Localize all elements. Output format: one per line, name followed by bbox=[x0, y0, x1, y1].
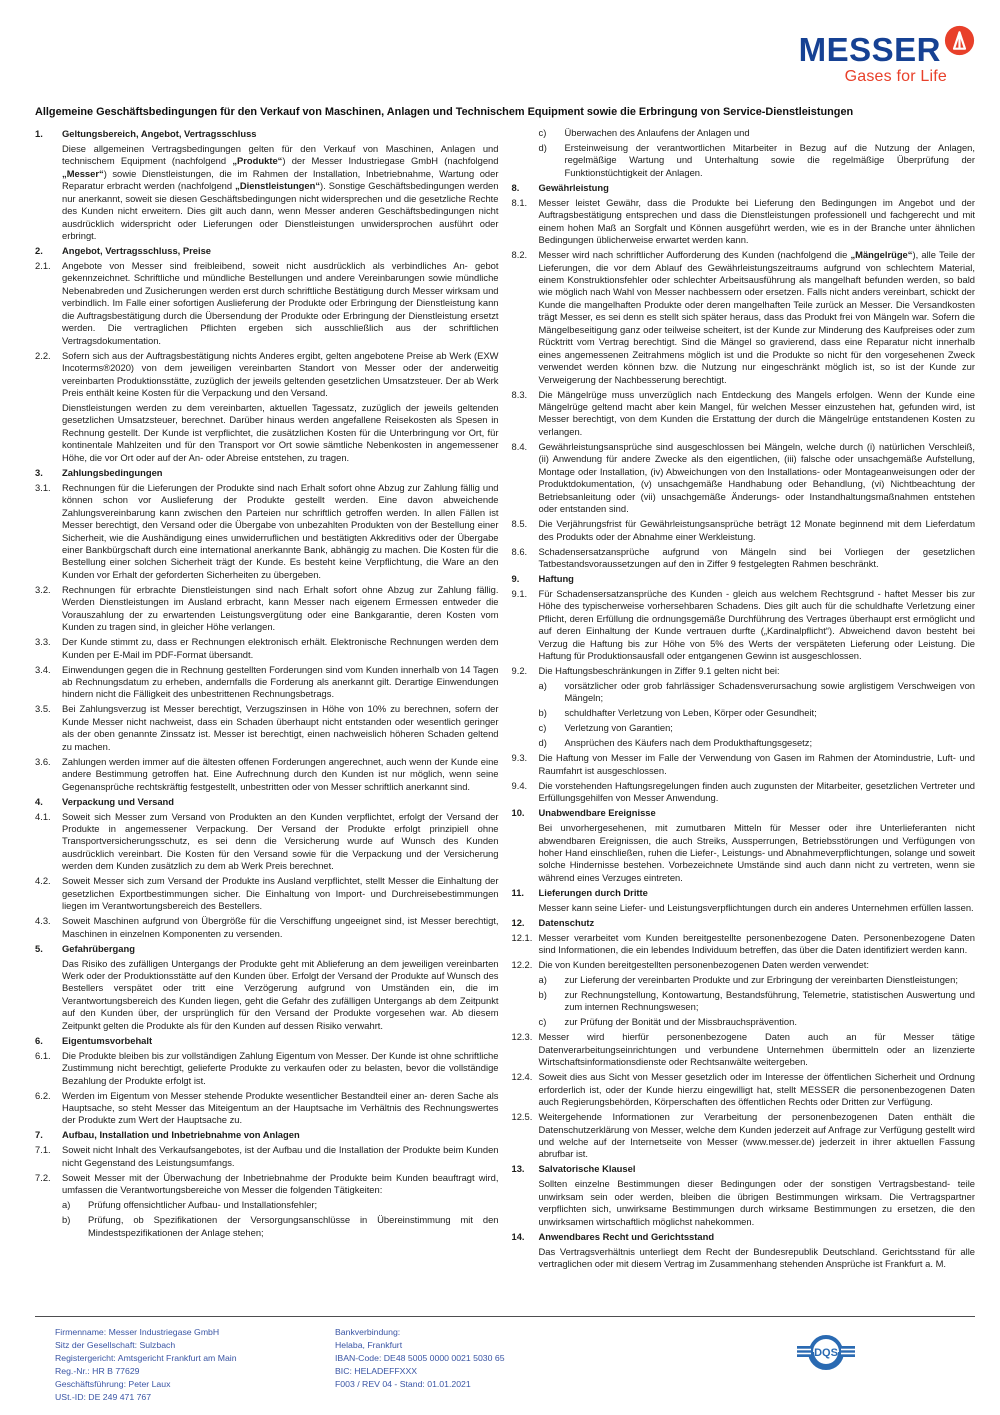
term-item bbox=[512, 932, 976, 957]
section-heading-row bbox=[35, 128, 499, 140]
company-info bbox=[55, 1326, 285, 1403]
term-item bbox=[35, 875, 499, 912]
terms-body bbox=[35, 127, 975, 1273]
term-item bbox=[512, 665, 976, 677]
item-number: 8.5. bbox=[511, 518, 528, 530]
text-run: ). Sonstige Geschäftsbedingungen werden nur anerkannt, soweit sie diesen Geschäftsbedingungen nicht widersprechen und die gesetzliche Rechte des Kunden nicht erweitern. Dies gilt auch dann, wenn Messer anderen Geschäftsbedingungen nicht ausdrücklich widerspricht oder Lieferungen oder Dienstleistungen unwidersprochen ausführt oder erbringt. bbox=[62, 180, 499, 242]
item-number: 4.2. bbox=[35, 875, 51, 887]
paragraph: zur Rechnungstellung, Kontowartung, Bestandsführung, Telemetrie, statistischen Auswertung und zum internen Rechnungswesen; bbox=[564, 989, 975, 1013]
paragraph: Soweit nicht Inhalt des Verkaufsangebotes, ist der Aufbau und die Installation der Produkte beim Kunden nicht Gegenstand des Leistungsumfangs. bbox=[62, 1144, 499, 1168]
item-number: 8.3. bbox=[511, 388, 528, 400]
item-number: 8.6. bbox=[511, 545, 528, 557]
paragraph: Die Produkte bleiben bis zur vollständigen Zahlung Eigentum von Messer. Der Kunde ist ohne schriftliche Zustimmung nicht berechtigt, gelieferte Produkte zu verkaufen oder zu belasten, bevor die vollständige Bezahlung der Produkte erfolgt ist. bbox=[62, 1049, 499, 1086]
footer-line: USt.-ID: DE 249 471 767 bbox=[55, 1391, 152, 1402]
section-heading-row bbox=[512, 887, 976, 899]
footer-line: Bankverbindung: bbox=[335, 1327, 401, 1337]
term-item bbox=[35, 703, 499, 753]
item-number: a) bbox=[538, 680, 547, 692]
item-number: 12. bbox=[511, 916, 525, 928]
item-number: 4.3. bbox=[35, 915, 51, 927]
paragraph: Werden im Eigentum von Messer stehende Produkte wesentlicher Bestandteil einer an- deren Sache als Hauptsache, so steht Messer das Miteigentum an der Hauptsache im Verhältnis des Rechnungswertes der Produkte zum Wert der Hauptsache zu. bbox=[62, 1089, 499, 1126]
term-item bbox=[62, 1214, 499, 1239]
term-item bbox=[512, 588, 976, 663]
item-number: 4. bbox=[35, 795, 43, 807]
section-heading: Eigentumsvorbehalt bbox=[62, 1034, 153, 1046]
term-item bbox=[35, 1144, 499, 1169]
item-number: b) bbox=[62, 1214, 71, 1226]
paragraph: Rechnungen für erbrachte Dienstleistungen sind nach Erhalt sofort ohne Abzug zur Zahlung fällig. Werden Dienstleistungen im Ausland erbracht, kann Messer nach eigenem Ermessen entweder die Vorauszahlung der zu erwartenden Leistungsvergütung oder eine Bankgarantie, deren Kosten vom Kunden zu tragen sind, in gleicher Höhe verlangen. bbox=[62, 583, 499, 633]
item-number: d) bbox=[538, 141, 547, 153]
defined-term: „Messer“ bbox=[62, 167, 104, 179]
footer-line: Reg.-Nr.: HR B 77629 bbox=[55, 1365, 140, 1376]
footer-line: Sitz der Gesellschaft: Sulzbach bbox=[55, 1339, 176, 1350]
item-number: 3.3. bbox=[35, 636, 51, 648]
item-number: 6.1. bbox=[35, 1049, 51, 1061]
term-item bbox=[539, 974, 976, 986]
term-item bbox=[35, 482, 499, 582]
section-heading: Anwendbares Recht und Gerichtsstand bbox=[538, 1230, 715, 1242]
paragraph: zur Prüfung der Bonität und der Missbrauchsprävention. bbox=[564, 1016, 797, 1028]
section-heading-row bbox=[512, 1163, 976, 1175]
term-item bbox=[35, 402, 499, 464]
term-item bbox=[539, 127, 976, 139]
section-heading-row bbox=[35, 796, 499, 808]
paragraph: Messer kann seine Liefer- und Leistungsverpflichtungen durch ein anderes Unternehmen erfüllen lassen. bbox=[538, 901, 974, 913]
paragraph: Die Haftung von Messer im Falle der Verwendung von Gasen im Rahmen der Atomindustrie, Luft- und Raumfahrt ist ausgeschlossen. bbox=[538, 752, 975, 776]
item-number: 12.1. bbox=[511, 931, 533, 943]
term-item bbox=[512, 518, 976, 543]
section-heading: Gewährleistung bbox=[538, 181, 609, 193]
section-heading-row bbox=[35, 245, 499, 257]
paragraph: Das Risiko des zufälligen Untergangs der Produkte geht mit Ablieferung an dem jeweiligen vereinbarten Werk oder der Produktionsstätte auf den Kunden über. Erfolgt der Versand der Produkte auf Wunsch des Bestellers verspätet oder tritt eine Verzögerung aufgrund von Umständen ein, die im Verantwortungsbereich des Kunden liegen, geht die Gefahr des zufälligen Untergangs ab dem Zeitpunkt auf den Kunden über, der ursprünglich für den Versand der Produkte vorgesehen war. Ab diesem Zeitpunkt gelten die Produkte als für den Kunden auf dessen Risiko verwahrt. bbox=[62, 957, 499, 1031]
term-item bbox=[35, 260, 499, 347]
term-item bbox=[539, 1016, 976, 1028]
term-item bbox=[512, 1178, 976, 1228]
paragraph: Das Vertragsverhältnis unterliegt dem Recht der Bundesrepublik Deutschland. Gerichtsstand für alle vertraglichen oder mit diesem Vertrag im Zusammenhang stehenden Ansprüche ist Frankfurt a. M. bbox=[538, 1245, 975, 1270]
term-item bbox=[512, 1246, 976, 1271]
text-run: Messer wird nach schriftlicher Aufforderung des Kunden (nachfolgend die bbox=[538, 249, 851, 261]
term-item bbox=[35, 1050, 499, 1087]
defined-term: „Dienstleistungen“ bbox=[235, 180, 321, 192]
paragraph: Die Haftungsbeschränkungen in Ziffer 9.1 gelten nicht bei: bbox=[538, 665, 780, 677]
paragraph: Soweit Messer sich zum Versand der Produkte ins Ausland verpflichtet, stellt Messer die Einhaltung der gesetzlichen Exportbestimmungen sicher. Die Einhaltung von Import- und Durchreisebestimmungen liegen im Verantwortungsbereich des Bestellers. bbox=[62, 875, 499, 912]
item-number: 5. bbox=[35, 942, 43, 954]
paragraph: Überwachen des Anlaufens der Anlagen und bbox=[564, 127, 750, 138]
item-number: 2. bbox=[35, 245, 43, 257]
term-item bbox=[512, 1031, 976, 1068]
term-item bbox=[35, 143, 499, 243]
item-number bbox=[512, 902, 539, 914]
item-number: 7.2. bbox=[35, 1171, 51, 1183]
paragraph: Einwendungen gegen die in Rechnung gestellten Forderungen sind vom Kunden innerhalb von 14 Tagen ab Rechnungsdatum zu erheben, andernfalls die Forderung als anerkannt gilt. Derartige Einwendungen hindern nicht die Fälligkeit des unbestrittenen Rechnungsbetrags. bbox=[62, 663, 499, 700]
brand-emblem-icon bbox=[944, 25, 975, 56]
paragraph: Die vorstehenden Haftungsregelungen finden auch zugunsten der Mitarbeiter, gesetzlichen Vertreter und Erfüllungsgehilfen von Messer Anwendung. bbox=[538, 779, 975, 804]
paragraph: Prüfung, ob Spezifikationen der Versorgungsanschlüsse in Übereinstimmung mit den Mindestspezifikationen der Anlage stehen; bbox=[88, 1214, 499, 1238]
item-number bbox=[35, 143, 62, 243]
term-item bbox=[35, 958, 499, 1033]
item-number: 2.1. bbox=[35, 260, 51, 272]
paragraph: schuldhafter Verletzung von Leben, Körper oder Gesundheit; bbox=[564, 707, 817, 719]
item-number: 2.2. bbox=[35, 349, 51, 361]
term-item bbox=[512, 1111, 976, 1161]
section-heading-row bbox=[512, 573, 976, 585]
text-run: ), alle Teile der Lieferungen, die vor dem Ablauf des Gewährleistungszeitraums aufgrund von schlechtem Material, einem Konstruktionsfehler oder schlechter Arbeitsausführung als mangelhaft befunden werden, so bald wie möglich nach Wahl von Messer nachbessern oder ersetzen. Falls nicht anders vereinbart, schickt der Kunde die mangelhaften Produkte oder deren mangelhaften Teile zurück an Messer. Die Versandkosten trägt Messer, es sei denn es stellt sich später heraus, dass das Produkt frei von Mängeln war. Sofern die Mängelbeseitigung ganz oder teilweise scheitert, ist der Kunde zur Minderung des Kaufpreises oder zum Rücktritt vom Vertrag berechtigt. Sind die Mängel so gravierend, dass eine Reparatur nicht innerhalb eines angemessenen Zeitrahmens möglich ist und die Produkte so nicht für den vorgesehenen Zweck verwendet werden können bzw. die Nutzung nur eingeschränkt möglich ist, so ist der Kunde zur Verweigerung der Nachbesserung berechtigt. bbox=[538, 249, 975, 385]
paragraph: Bei unvorhergesehenen, mit zumutbaren Mitteln für Messer oder ihre Unterlieferanten nicht abwendbaren Ereignissen, die auch Streiks, Aussperrungen, Betriebsstörungen und Verfügungen von hoher Hand einschließen, ruhen die Liefer-, Leistungs- und Abnahmeverpflichtungen, solange und soweit solche Hindernisse bestehen. Vorbezeichnete Umstände sind auch dann nicht zu vertreten, wenn sie während eines Verzuges eintreten. bbox=[538, 822, 975, 883]
term-item bbox=[512, 752, 976, 777]
paragraph: Soweit dies aus Sicht von Messer gesetzlich oder im Interesse der öffentlichen Sicherheit und Ordnung erforderlich ist, oder der Kunde hierzu eingewilligt hat, stellt MESSER die personenbezogenen Daten auch Regierungsbehörden, Körperschaften des öffentlichen Rechts oder Dritten zur Verfügung. bbox=[538, 1071, 975, 1108]
paragraph: Rechnungen für die Lieferungen der Produkte sind nach Erhalt sofort ohne Abzug zur Zahlung fällig und können schon vor Auslieferung der Produkte gestellt werden. Eine davon abweichende Zahlungsvereinbarung kann zwischen den Parteien nur schriftlich getroffen werden. In allen Fällen ist Messer berechtigt, den Versand oder die Übergabe von unbezahlten Produkten von der Bestellung einer Sicherheit, wie die Aushändigung eines unwiderruflichen und bestätigten Akkreditivs oder der Übergabe einer Bankbürgschaft durch eine international anerkannte Bank, abhängig zu machen. Die Kosten für die Bestellung einer solchen Sicherheit trägt der Kunde. Es besteht keine Verpflichtung, die Ware an den Kunden vor Erhalt der geforderten Sicherheiten zu übergeben. bbox=[62, 481, 499, 580]
term-item bbox=[35, 664, 499, 701]
item-number bbox=[35, 958, 62, 1033]
paragraph: Der Kunde stimmt zu, dass er Rechnungen elektronisch erhält. Elektronische Rechnungen werden dem Kunden per E-Mail im PDF-Format übersandt. bbox=[62, 636, 499, 660]
defined-term: „Produkte“ bbox=[232, 155, 283, 167]
term-item bbox=[512, 780, 976, 805]
term-item bbox=[62, 1199, 499, 1211]
messer-logo bbox=[799, 32, 975, 96]
term-item bbox=[539, 707, 976, 719]
logo-row bbox=[799, 32, 975, 68]
footer-line: Helaba, Frankfurt bbox=[335, 1339, 403, 1350]
term-item bbox=[35, 756, 499, 793]
item-number: 3.6. bbox=[35, 755, 51, 767]
section-heading-row bbox=[512, 807, 976, 819]
item-number: d) bbox=[538, 737, 547, 749]
section-heading: Gefahrübergang bbox=[62, 942, 135, 954]
item-number: 4.1. bbox=[35, 810, 51, 822]
item-number: 6. bbox=[35, 1034, 43, 1046]
section-heading: Unabwendbare Ereignisse bbox=[538, 807, 656, 819]
section-heading: Datenschutz bbox=[538, 916, 595, 928]
item-number: 9.1. bbox=[511, 587, 528, 599]
section-heading: Haftung bbox=[538, 572, 574, 584]
section-heading-row bbox=[35, 943, 499, 955]
term-item bbox=[512, 249, 976, 386]
item-number: 14. bbox=[511, 1230, 525, 1242]
term-item bbox=[35, 350, 499, 400]
section-heading-row bbox=[35, 1129, 499, 1141]
item-number: 3. bbox=[35, 466, 43, 478]
bank-info bbox=[335, 1326, 505, 1391]
paragraph: Messer wird hierfür personenbezogene Daten auch an für Messer tätige Datenverarbeitungseinrichtungen und verbundene Unternehmen übermitteln oder an lizenzierte Wirtschaftsinformationsdienste oder Rechtsanwälte weitergeben. bbox=[538, 1031, 975, 1068]
term-item bbox=[35, 1172, 499, 1197]
item-number: 6.2. bbox=[35, 1089, 51, 1101]
section-heading-row bbox=[35, 467, 499, 479]
term-item bbox=[512, 822, 976, 884]
footer bbox=[35, 1316, 975, 1403]
term-item bbox=[35, 636, 499, 661]
term-item bbox=[512, 902, 976, 914]
paragraph bbox=[539, 249, 976, 386]
term-item bbox=[35, 915, 499, 940]
term-item bbox=[512, 1071, 976, 1108]
term-item bbox=[539, 737, 976, 749]
section-heading-row bbox=[35, 1035, 499, 1047]
paragraph: zur Lieferung der vereinbarten Produkte und zur Erbringung der vereinbarten Dienstleistungen; bbox=[564, 974, 958, 986]
term-item bbox=[539, 989, 976, 1014]
section-heading: Salvatorische Klausel bbox=[538, 1163, 636, 1175]
item-number: 9.4. bbox=[511, 779, 528, 791]
item-number: 12.3. bbox=[511, 1031, 533, 1043]
section-heading: Aufbau, Installation und Inbetriebnahme von Anlagen bbox=[62, 1129, 300, 1141]
item-number: a) bbox=[62, 1199, 71, 1211]
item-number: 13. bbox=[511, 1163, 525, 1175]
paragraph: Die Verjährungsfrist für Gewährleistungsansprüche beträgt 12 Monate beginnend mit dem Lieferdatum des Produkts oder der Abnahme einer Werkleistung. bbox=[538, 518, 975, 542]
item-number: 9. bbox=[511, 572, 520, 584]
term-item bbox=[35, 811, 499, 873]
paragraph: Verletzung von Garantien; bbox=[564, 722, 673, 734]
term-item bbox=[539, 722, 976, 734]
term-item bbox=[512, 389, 976, 439]
paragraph: Schadensersatzansprüche aufgrund von Mängeln sind bei Vorliegen der gesetzlichen Tatbestandsvoraussetzungen auf den in Ziffer 9 festgelegten Rahmen beschränkt. bbox=[538, 545, 975, 569]
dqs-certification-icon bbox=[795, 1331, 857, 1383]
paragraph: Weitergehende Informationen zur Verarbeitung der personenbezogenen Daten enthält die Datenschutzerklärung von Messer, welche dem Kunden jederzeit auf Anfrage zur Verfügung gestellt wird und welche auf der Internetseite von Messer (www.messer.de) jederzeit in ihrer aktuellen Fassung abrufbar ist. bbox=[538, 1111, 975, 1160]
footer-line: BIC: HELADEFFXXX bbox=[335, 1365, 418, 1376]
footer-line: Registergericht: Amtsgericht Frankfurt am Main bbox=[55, 1352, 237, 1363]
term-item bbox=[539, 142, 976, 179]
item-number: 9.2. bbox=[511, 665, 528, 677]
footer-line: IBAN-Code: DE48 5005 0000 0021 5030 65 bbox=[335, 1352, 505, 1363]
item-number: 9.3. bbox=[511, 752, 528, 764]
item-number: 3.4. bbox=[35, 663, 51, 675]
paragraph: Soweit Messer mit der Überwachung der Inbetriebnahme der Produkte beim Kunden beauftragt wird, umfassen die Verantwortungsbereiche von Messer die folgenden Tätigkeiten: bbox=[62, 1171, 499, 1196]
term-item bbox=[35, 1090, 499, 1127]
paragraph bbox=[62, 143, 499, 243]
paragraph: Messer leistet Gewähr, dass die Produkte bei Lieferung den Bedingungen im Angebot und der Auftragsbestätigung entsprechen und dass die Dienstleistungen professionell und fachgerecht und mit einem hohen Maß an Sorgfalt und Können ausgeführt werden, wie es in der Branche unter ähnlichen Bedingungen üblicherweise erwartet werden kann. bbox=[538, 196, 975, 246]
section-heading: Angebot, Vertragsschluss, Preise bbox=[62, 245, 212, 257]
section-heading: Lieferungen durch Dritte bbox=[538, 886, 648, 898]
paragraph: Sollten einzelne Bestimmungen dieser Bedingungen oder der sonstigen Vertragsbestand- teile unwirksam sein oder werden, bleiben die übrigen Bestimmungen wirksam. Die Vertragspartner verpflichten sich, unwirksame Bestimmungen durch wirksame Bestimmungen zu ersetzen, die den unwirksamen wirtschaftlich möglichst nahekommen. bbox=[538, 1178, 975, 1227]
text-run: Diese allgemeinen Vertragsbedingungen gelten für den Verkauf von Maschinen, Anlagen und technischem Equipment (nachfolgend bbox=[62, 142, 499, 167]
item-number bbox=[512, 822, 539, 884]
section-heading: Zahlungsbedingungen bbox=[62, 466, 163, 478]
item-number: 12.5. bbox=[511, 1111, 533, 1123]
item-number bbox=[35, 402, 62, 464]
paragraph: Die von Kunden bereitgestellten personenbezogenen Daten werden verwendet: bbox=[538, 959, 869, 971]
paragraph: Soweit Maschinen aufgrund von Übergröße für die Verschiffung ungeeignet sind, ist Messer berechtigt, Maschinen in einzelnen Komponenten zu versenden. bbox=[62, 915, 499, 939]
item-number: c) bbox=[538, 722, 547, 734]
term-item bbox=[35, 584, 499, 634]
paragraph: Soweit sich Messer zum Versand von Produkten an den Kunden verpflichtet, erfolgt der Versand der Produkte in angemessener Verpackung. Der Versand der Produkte erfolgt prinzipiell ohne Transportversicherungsschutz, es sei denn die Versicherung wurde auf Wunsch des Kunden ausdrücklich vereinbart. Die Kosten für den Versand sowie für die Verpackung und der Versicherung werden dem Kunden zusätzlich zu dem ab Werk Preis berechnet. bbox=[62, 810, 499, 872]
section-heading: Verpackung und Versand bbox=[62, 795, 175, 807]
paragraph: Dienstleistungen werden zu dem vereinbarten, aktuellen Tagessatz, zuzüglich der jeweils geltenden gesetzlichen Umsatzsteuer, berechnet. Darüber hinaus werden angefallene Reisekosten als Spesen in Rechnung gestellt. Der Kunde ist verpflichtet, die zusätzlichen Kosten für die Unterbringung vor Ort, für kontinentale Mahlzeiten und für den Transport vor Ort sowie sämtliche Nebenkosten in angemessener Höhe, die vor Ort oder auf der An- oder Abreise entstehen, zu tragen. bbox=[62, 402, 499, 463]
section-heading-row bbox=[512, 1231, 976, 1243]
item-number: a) bbox=[538, 974, 547, 986]
section-heading-row bbox=[512, 182, 976, 194]
item-number bbox=[512, 1246, 539, 1271]
paragraph: Messer verarbeitet vom Kunden bereitgestellte personenbezogene Daten. Personenbezogene Daten sind Informationen, die ein lebendes Individuum betreffen, das über die Daten identifiziert werden kann. bbox=[538, 931, 975, 956]
item-number: 12.2. bbox=[511, 959, 533, 971]
paragraph: Zahlungen werden immer auf die ältesten offenen Forderungen angerechnet, auch wenn der Kunde eine andere Bestimmung getroffen hat. Eine Aufrechnung durch den Kunden ist nur möglich, wenn seine Gegenansprüche rechtskräftig festgestellt, unbestritten oder von Messer schriftlich anerkannt sind. bbox=[62, 755, 499, 792]
paragraph: Die Mängelrüge muss unverzüglich nach Entdeckung des Mangels erfolgen. Wenn der Kunde eine Mängelrüge geltend macht aber kein Mangel, für welchen Messer einzustehen hat, gefunden wird, ist Messer berechtigt, von dem Kunden die Erstattung der durch die Mängelrüge entstandenen Kosten zu verlangen. bbox=[538, 388, 975, 437]
paragraph: Ansprüchen des Käufers nach dem Produkthaftungsgesetz; bbox=[564, 737, 813, 749]
item-number bbox=[512, 1178, 539, 1228]
terms-column-right bbox=[512, 127, 976, 1273]
term-item bbox=[512, 959, 976, 971]
item-number: 7.1. bbox=[35, 1144, 51, 1156]
paragraph: Für Schadensersatzansprüche des Kunden - gleich aus welchem Rechtsgrund - haftet Messer bis zur Höhe des typischerweise vorhersehbaren Schadens. Dies gilt auch für die schuldhafte Verletzung einer Pflicht, deren Erfüllung die ordnungsgemäße Durchführung des Vertrages überhaupt erst ermöglicht und auf deren Einhaltung der Kunde vertrauen durfte („Kardinalpflicht“). Abweichend davon besteht bei Verzug die Haftung bis zur Höhe von 5% des Werts der verspäteten Lieferung oder Leistung. Die Haftung für Produktionsausfall oder entgangenen Gewinn ist ausgeschlossen. bbox=[538, 587, 975, 662]
header bbox=[35, 32, 975, 96]
item-number: 8.1. bbox=[511, 196, 528, 208]
item-number: 12.4. bbox=[511, 1071, 533, 1083]
term-item bbox=[512, 197, 976, 247]
item-number: 8.4. bbox=[511, 440, 528, 452]
item-number: b) bbox=[538, 989, 547, 1000]
footer-line: Geschäftsführung: Peter Laux bbox=[55, 1378, 171, 1389]
brand-tagline: Gases for Life bbox=[844, 68, 947, 85]
item-number: 10. bbox=[511, 807, 525, 819]
paragraph: Prüfung offensichtlicher Aufbau- und Installationsfehler; bbox=[88, 1199, 318, 1211]
paragraph: Gewährleistungsansprüche sind ausgeschlossen bei Mängeln, welche durch (i) natürlichen Verschleiß, (ii) Anwendung für andere Zwecke als den eigentlichen, (iii) falsche oder unsachgemäße Aufstellung, Montage oder Installation, (iv) Abweichungen von den Installations- oder Montageanweisungen oder der Produktdokumentation, (v) unsachgemäße Handhabung oder Behandlung, (vi) Nichtbeachtung der Betriebsanleitung oder (vii) unsachgemäße Änderungs- oder Instandhaltungsmaßnahmen entstehen oder entstanden sind. bbox=[538, 440, 975, 515]
item-number: 3.1. bbox=[35, 481, 51, 493]
item-number: 3.2. bbox=[35, 583, 51, 595]
item-number: 1. bbox=[35, 128, 43, 139]
term-item bbox=[539, 680, 976, 705]
defined-term: „Mängelrüge“ bbox=[850, 249, 913, 261]
terms-column-left bbox=[35, 127, 499, 1273]
item-number: 11. bbox=[511, 886, 525, 898]
term-item bbox=[512, 441, 976, 516]
footer-line: F003 / REV 04 - Stand: 01.01.2021 bbox=[335, 1378, 471, 1389]
item-number: c) bbox=[538, 1016, 547, 1028]
item-number: b) bbox=[538, 707, 547, 719]
item-number: 8.2. bbox=[511, 249, 528, 261]
text-run: ) der Messer Industriegase GmbH (nachfolgend bbox=[282, 155, 499, 167]
paragraph: Bei Zahlungsverzug ist Messer berechtigt, Verzugszinsen in Höhe von 10% zu berechnen, sofern der Kunde Messer nicht nachweist, dass ein Schaden überhaupt nicht entstanden oder wesentlich geringer als der oben genannte Zinssatz ist. Messer ist berechtigt, einen nachweislich höheren Schaden geltend zu machen. bbox=[62, 703, 499, 752]
paragraph: Sofern sich aus der Auftragsbestätigung nichts Anderes ergibt, gelten angebotene Preise ab Werk (EXW Incoterms®2020) von dem jeweiligen vereinbarten Standort von Messer oder der anderweitig vereinbarten Produktionsstätte, zuzüglich der jeweils geltenden gesetzlichen Umsatzsteuer. Der ab Werk Preis enthält keine Kosten für die Verpackung und den Versand. bbox=[62, 349, 499, 399]
document-title: Allgemeine Geschäftsbedingungen für den Verkauf von Maschinen, Anlagen und Technischem Equipment sowie die Erbringung von Service-Dienstleistungen bbox=[35, 106, 854, 118]
brand-wordmark: MESSER bbox=[798, 31, 941, 68]
item-number: 7. bbox=[35, 1129, 43, 1141]
item-number: c) bbox=[538, 127, 547, 138]
item-number: 8. bbox=[511, 181, 520, 193]
svg-text:DQS: DQS bbox=[814, 1347, 838, 1359]
paragraph: Angebote von Messer sind freibleibend, soweit nicht ausdrücklich als verbindliches An- gebot gekennzeichnet. Schriftliche und mündliche Bestellungen und andere Vereinbarungen sowie mündliche Nebenabreden und Zusicherungen werden erst durch schriftliche Bestätigung durch Messer wirksam und verbindlich. Im Falle einer sofortigen Auslieferung der Produkte oder Erbringung der Dienstleistung kann die Auftragsbestätigung durch die Übersendung der Produkte oder Erbringung der Dienstleistung ersetzt werden. Die vertraglichen Pflichten ergeben sich ausschließlich aus der schriftlichen Vertragsdokumentation. bbox=[62, 260, 499, 346]
paragraph: Ersteinweisung der verantwortlichen Mitarbeiter in Bezug auf die Nutzung der Anlagen, regelmäßige Wartung und Unterhaltung sowie die regelmäßige Überprüfung der Funktionstüchtigkeit der Anlagen. bbox=[564, 141, 975, 178]
text-run: ) sowie Dienstleistungen, die im Rahmen der Installation, Inbetriebnahme, Wartung oder Reparatur erbracht werden (nachfolgend bbox=[62, 167, 499, 192]
section-heading-row bbox=[512, 917, 976, 929]
paragraph: vorsätzlicher oder grob fahrlässiger Schadensverursachung sowie arglistigem Verschweigen von Mängeln; bbox=[564, 680, 975, 704]
footer-line: Firmenname: Messer Industriegase GmbH bbox=[55, 1327, 220, 1337]
section-heading: Geltungsbereich, Angebot, Vertragsschluss bbox=[62, 128, 257, 139]
term-item bbox=[512, 546, 976, 571]
item-number: 3.5. bbox=[35, 703, 51, 715]
